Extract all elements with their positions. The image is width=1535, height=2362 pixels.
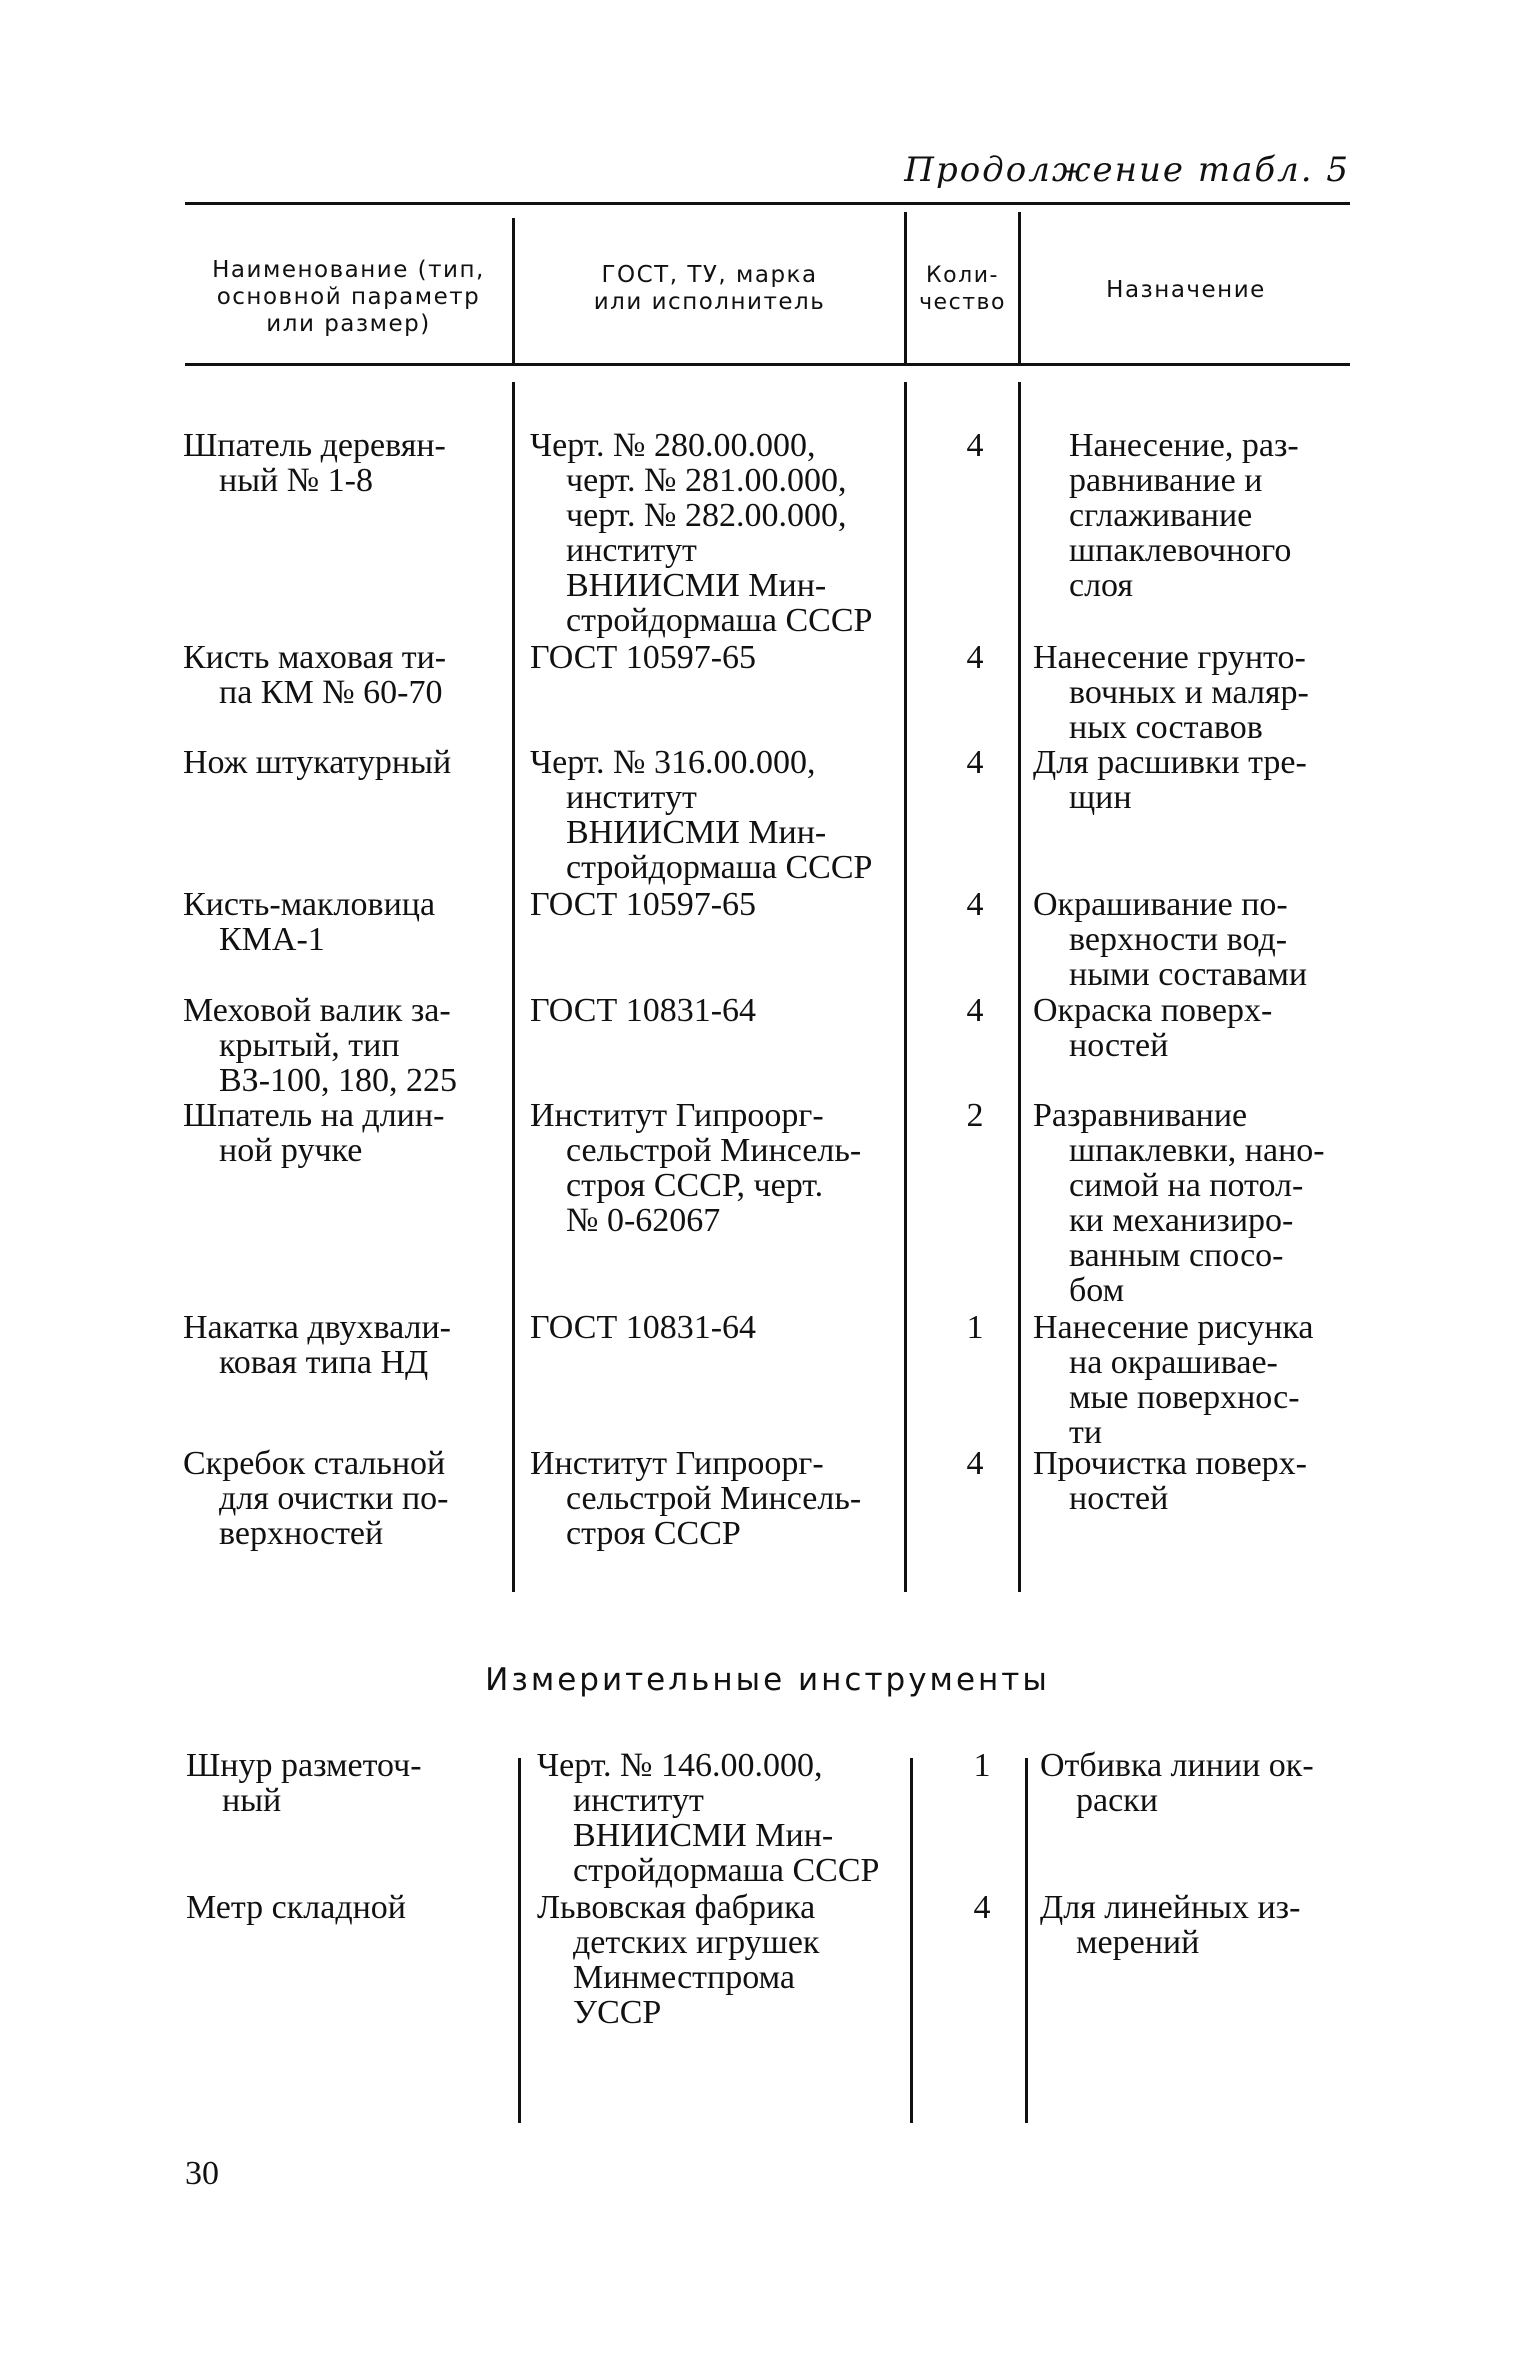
- table-row-purpose: Отбивка линии ок- раски: [1040, 1747, 1314, 1819]
- header-name: Наименование (тип, основной параметр или размер): [212, 257, 485, 337]
- table-row-qty: 2: [966, 1097, 984, 1134]
- table-row-qty: 1: [966, 1309, 984, 1346]
- table-row-purpose: Нанесение, раз- равнивание и сглаживание шпаклевочного слоя: [1069, 427, 1299, 604]
- table-row-qty: 4: [966, 1445, 984, 1482]
- table-row-qty: 4: [966, 744, 984, 781]
- table-row-purpose: Окрашивание по- верхности вод- ными составами: [1033, 886, 1308, 993]
- header-bottom-rule: [185, 363, 1350, 366]
- body-col-divider: [1018, 382, 1021, 1592]
- header-purpose: Назначение: [1106, 277, 1266, 303]
- table-row-gost: Черт. № 146.00.000, институт ВНИИСМИ Мин- стройдормаша СССР: [537, 1747, 880, 1889]
- table-row-name: Шпатель на длин- ной ручке: [183, 1097, 445, 1169]
- table-row-purpose: Для расшивки тре- щин: [1033, 744, 1307, 816]
- table-row-qty: 4: [966, 992, 984, 1029]
- table-row-qty: 1: [973, 1747, 991, 1784]
- table-row-purpose: Разравнивание шпаклевки, нано- симой на потол- ки механизиро- ванным спосо- бом: [1033, 1097, 1325, 1309]
- table-row-gost: ГОСТ 10597-65: [530, 886, 757, 923]
- table-row-qty: 4: [966, 639, 984, 676]
- table-row-name: Шпатель деревян- ный № 1-8: [183, 427, 446, 499]
- header-gost: ГОСТ, ТУ, марка или исполнитель: [593, 262, 826, 315]
- table-row-name: Меховой валик за- крытый, тип ВЗ-100, 180, 225: [183, 992, 458, 1099]
- table-row-purpose: Нанесение грунто- вочных и маляр- ных составов: [1033, 639, 1309, 746]
- page-number: 30: [185, 2155, 219, 2192]
- header-top-rule: [185, 202, 1350, 205]
- table-row-gost: Институт Гипроорг- сельстрой Минсель- строя СССР, черт. № 0-62067: [530, 1097, 862, 1239]
- table-row-name: Нож штукатурный: [183, 744, 452, 781]
- table-row-qty: 4: [966, 427, 984, 464]
- table-row-gost: ГОСТ 10831-64: [530, 1309, 757, 1346]
- body-col-divider: [1025, 1758, 1028, 2123]
- table-row-name: Кисть маховая ти- па КМ № 60-70: [183, 639, 447, 711]
- table-row-name: Кисть-макловица КМА-1: [183, 886, 436, 958]
- table-row-name: Скребок стальной для очистки по- верхностей: [183, 1445, 449, 1552]
- table-row-purpose: Окраска поверх- ностей: [1033, 992, 1273, 1064]
- table-row-gost: ГОСТ 10597-65: [530, 639, 757, 676]
- table-row-purpose: Прочистка поверх- ностей: [1033, 1445, 1307, 1517]
- table-row-name: Метр складной: [186, 1889, 407, 1926]
- table-row-qty: 4: [973, 1889, 991, 1926]
- table-row-gost: Черт. № 280.00.000, черт. № 281.00.000, черт. № 282.00.000, институт ВНИИСМИ Мин- стройдормаша СССР: [530, 427, 873, 639]
- table-row-purpose: Нанесение рисунка на окрашивае- мые поверхнос- ти: [1033, 1309, 1314, 1451]
- table-row-name: Шнур разметоч- ный: [186, 1747, 422, 1819]
- table-row-gost: Институт Гипроорг- сельстрой Минсель- строя СССР: [530, 1445, 862, 1552]
- body-col-divider: [512, 382, 515, 1592]
- table-row-gost: Львовская фабрика детских игрушек Минместпрома УССР: [537, 1889, 820, 2031]
- table-row-gost: Черт. № 316.00.000, институт ВНИИСМИ Мин- стройдормаша СССР: [530, 744, 873, 886]
- table-row-gost: ГОСТ 10831-64: [530, 992, 757, 1029]
- table-row-name: Накатка двухвали- ковая типа НД: [183, 1309, 451, 1381]
- table-row-purpose: Для линейных из- мерений: [1040, 1889, 1301, 1961]
- header-qty: Коли- чество: [919, 263, 1006, 315]
- table-caption: Продолжение табл. 5: [904, 150, 1350, 190]
- body-col-divider: [518, 1758, 521, 2123]
- table-row-qty: 4: [966, 886, 984, 923]
- section-title: Измерительные инструменты: [485, 1662, 1050, 1698]
